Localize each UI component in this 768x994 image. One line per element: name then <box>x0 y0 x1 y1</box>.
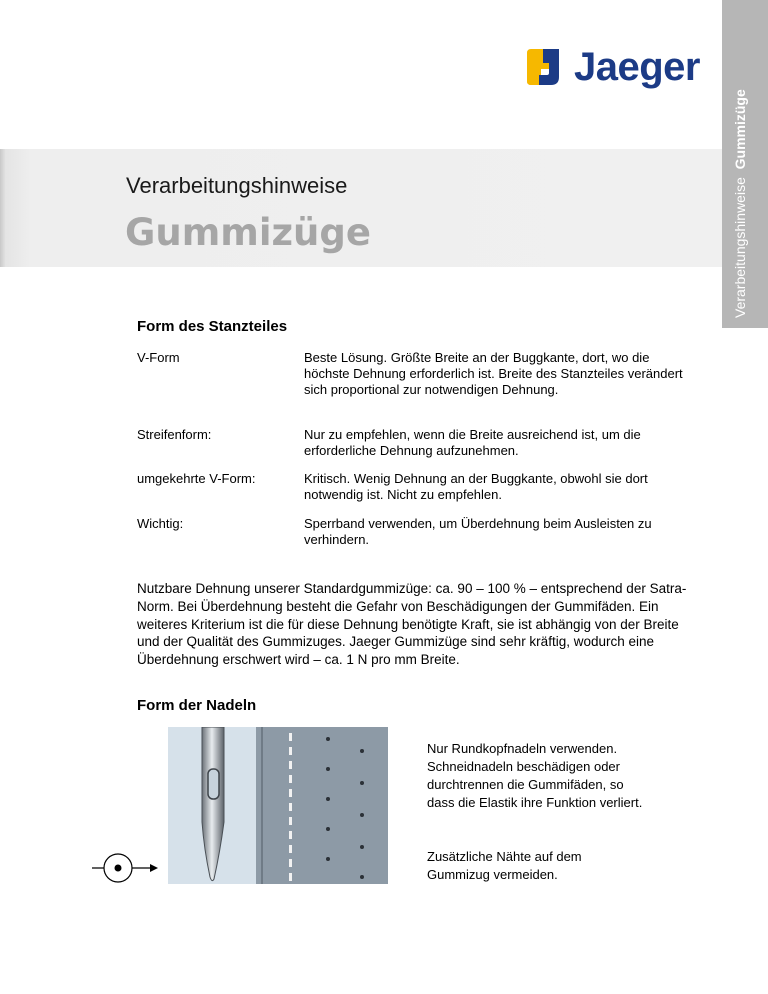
definition-text: Sperrband verwenden, um Überdehnung beim Ausleisten zu verhindern. <box>304 516 652 547</box>
side-tab-label-regular: Verarbeitungshinweise <box>732 177 748 318</box>
definition-text: Nur zu empfehlen, wenn die Breite ausreichend ist, um die erforderliche Dehnung aufzunehmen. <box>304 427 641 458</box>
definition-text: Kritisch. Wenig Dehnung an der Buggkante, obwohl sie dort notwendig ist. Nicht zu empfehlen. <box>304 471 648 502</box>
jaeger-logo-icon <box>523 47 563 87</box>
needle-instruction-text: Nur Rundkopfnadeln verwenden. Schneidnadeln beschädigen oder durchtrennen die Gummifäden, so dass die Elastik ihre Funktion verliert. <box>427 741 643 810</box>
needle-direction-icon <box>90 848 160 888</box>
needle-icon <box>168 727 256 884</box>
side-tab-label <box>732 0 748 318</box>
definition-label: Wichtig: <box>137 516 184 531</box>
page-title: Gummizüge <box>125 211 371 254</box>
header-banner-edge <box>0 149 6 267</box>
definition-label: V-Form <box>137 350 180 365</box>
definition-label: Streifenform: <box>137 427 212 442</box>
side-tab <box>722 0 768 328</box>
definition-label: umgekehrte V-Form: <box>137 471 256 486</box>
section-heading-nadeln: Form der Nadeln <box>137 697 257 714</box>
side-tab-label-bold: Gummizüge <box>732 89 748 170</box>
jaeger-logo <box>523 45 700 91</box>
section-heading-stanzteil: Form des Stanzteiles <box>137 318 288 335</box>
definition-text: Beste Lösung. Größte Breite an der Buggkante, dort, wo die höchste Dehnung erforderlich ist. Breite des Stanzteiles verändert sich proportional zur notwendigen Dehnung. <box>304 350 683 397</box>
page-subtitle: Verarbeitungshinweise <box>126 173 348 198</box>
jaeger-logo-text: Jaeger <box>574 45 700 89</box>
needle-photo <box>168 727 388 884</box>
seam-instruction-text: Zusätzliche Nähte auf dem Gummizug vermeiden. <box>427 849 582 882</box>
stitch-pattern <box>256 727 388 884</box>
body-paragraph: Nutzbare Dehnung unserer Standardgummizüge: ca. 90 – 100 % – entsprechend der Satra-Norm. Bei Überdehnung besteht die Gefahr von Beschädigungen der Gummifäden. Ein weiteres Kriterium ist die für diese Dehnung benötigte Kraft, sie ist abhängig von der Breite und der Qualität des Gummizuges. Jaeger Gummizüge sind sehr kräftig, wodurch eine Überdehnung erschwert wird – ca. 1 N pro mm Breite. <box>137 581 687 668</box>
